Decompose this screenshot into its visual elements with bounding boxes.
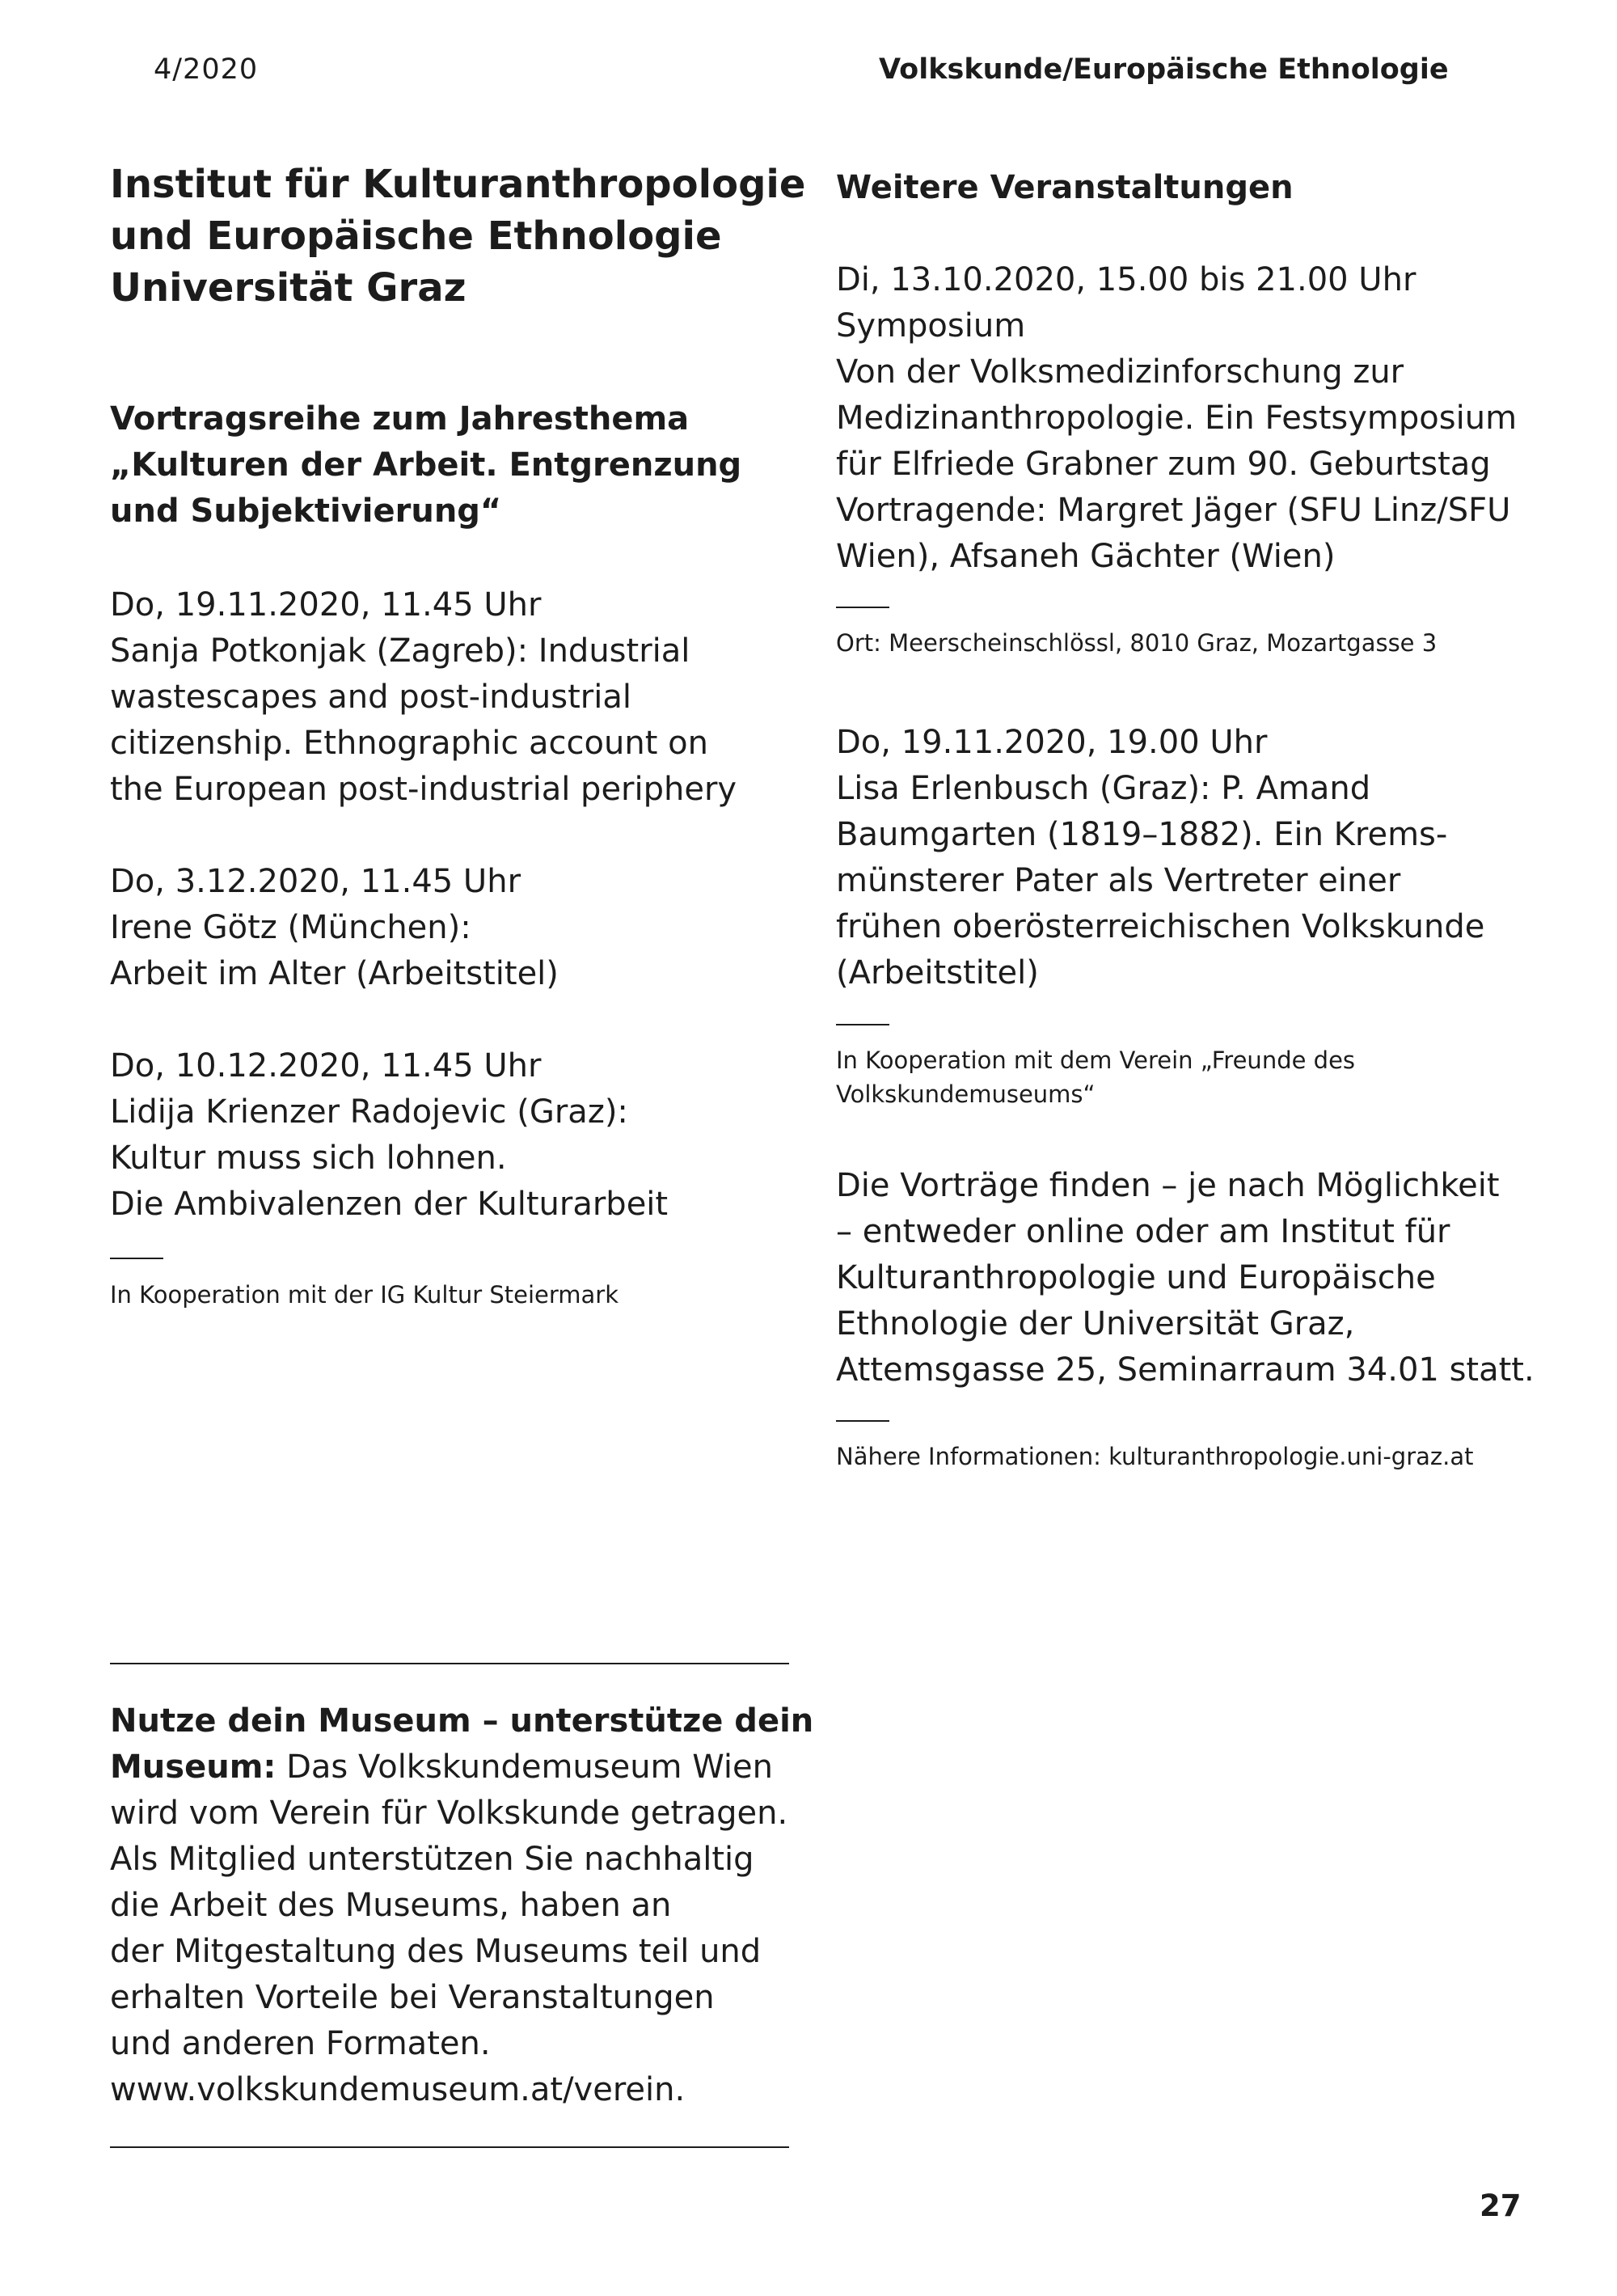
lecture-event [110, 859, 805, 997]
heading-line: „Kulturen der Arbeit. Entgrenzung [110, 446, 742, 484]
institute-title-line: Institut für Kulturanthropologie [110, 162, 806, 207]
info-line: Die Vorträge finden – je nach Möglichkeit [836, 1167, 1500, 1204]
further-events-heading: Weitere Veranstaltungen [836, 169, 1294, 206]
heading-line: Vortragsreihe zum Jahresthema [110, 400, 690, 438]
short-divider [836, 1420, 889, 1422]
lecture-event [110, 1043, 805, 1228]
event-location-note: Ort: Meerscheinschlössl, 8010 Graz, Mozartgasse 3 [836, 629, 1438, 657]
museum-text-line: erhalten Vorteile bei Veranstaltungen [110, 1979, 715, 2016]
event-text: Medizinanthropologie. Ein Festsymposium [836, 400, 1518, 437]
page-number: 27 [1480, 2188, 1522, 2223]
section-title: Volkskunde/Europäische Ethnologie [879, 53, 1449, 86]
event-text: Lidija Krienzer Radojevic (Graz): [110, 1093, 628, 1131]
short-divider [110, 1258, 163, 1259]
event-date: Do, 19.11.2020, 11.45 Uhr [110, 586, 542, 624]
lecture-event [110, 582, 805, 813]
event-text: citizenship. Ethnographic account on [110, 725, 708, 762]
info-line: Attemsgasse 25, Seminarraum 34.01 statt. [836, 1351, 1535, 1389]
event-date: Do, 19.11.2020, 19.00 Uhr [836, 724, 1268, 761]
museum-text-line [110, 1698, 838, 1744]
event-text: Die Ambivalenzen der Kulturarbeit [110, 1186, 669, 1223]
more-info-note: Nähere Informationen: kulturanthropologie.uni-graz.at [836, 1443, 1474, 1470]
venue-info [836, 1163, 1547, 1393]
event-text: frühen oberösterreichischen Volkskunde [836, 908, 1485, 945]
event-text: Kultur muss sich lohnen. [110, 1140, 507, 1177]
issue-number: 4/2020 [154, 53, 259, 86]
event-date: Di, 13.10.2020, 15.00 bis 21.00 Uhr [836, 261, 1416, 298]
further-event [836, 720, 1547, 996]
museum-text-line: der Mitgestaltung des Museums teil und [110, 1933, 762, 1970]
note-line: In Kooperation mit dem Verein „Freunde des [836, 1047, 1356, 1074]
institute-title-line: und Europäische Ethnologie [110, 214, 722, 259]
heading-line: und Subjektivierung“ [110, 493, 502, 530]
lecture-series-heading [110, 396, 805, 535]
cooperation-note [836, 1043, 1547, 1111]
event-text: Arbeit im Alter (Arbeitstitel) [110, 955, 559, 992]
info-line: – entweder online oder am Institut für [836, 1213, 1450, 1250]
institute-title-line: Universität Graz [110, 265, 467, 311]
museum-text-line: Als Mitglied unterstützen Sie nachhaltig [110, 1841, 754, 1878]
event-text: Vortragende: Margret Jäger (SFU Linz/SFU [836, 492, 1511, 529]
lecture-series-note: In Kooperation mit der IG Kultur Steiermark [110, 1281, 619, 1309]
box-top-rule [110, 1663, 789, 1664]
event-text: the European post-industrial periphery [110, 771, 737, 808]
info-line: Ethnologie der Universität Graz, [836, 1305, 1355, 1343]
museum-support-text [110, 1698, 838, 2113]
event-text: für Elfriede Grabner zum 90. Geburtstag [836, 446, 1491, 483]
further-event [836, 257, 1547, 580]
museum-url-link[interactable]: www.volkskundemuseum.at/verein. [110, 2071, 686, 2108]
event-date: Do, 10.12.2020, 11.45 Uhr [110, 1047, 542, 1085]
box-bottom-rule [110, 2146, 789, 2148]
event-text: münsterer Pater als Vertreter einer [836, 862, 1401, 899]
event-text: Wien), Afsaneh Gächter (Wien) [836, 538, 1336, 575]
event-date: Do, 3.12.2020, 11.45 Uhr [110, 863, 521, 900]
event-text: Von der Volksmedizinforschung zur [836, 353, 1404, 391]
institute-title [110, 159, 838, 314]
event-text: Irene Götz (München): [110, 909, 471, 946]
museum-tagline: Nutze dein Museum – unterstütze dein [110, 1702, 814, 1740]
short-divider [836, 607, 889, 608]
event-text: (Arbeitstitel) [836, 954, 1039, 992]
info-line: Kulturanthropologie und Europäische [836, 1259, 1436, 1296]
event-text: Symposium [836, 307, 1026, 345]
museum-text-line [110, 1744, 838, 1791]
event-text: Lisa Erlenbusch (Graz): P. Amand [836, 770, 1371, 807]
museum-text-line: wird vom Verein für Volkskunde getragen. [110, 1795, 788, 1832]
museum-text-line: und anderen Formaten. [110, 2025, 491, 2062]
note-line: Volkskundemuseums“ [836, 1080, 1096, 1108]
event-text: Baumgarten (1819–1882). Ein Krems- [836, 816, 1448, 853]
event-text: wastescapes and post-industrial [110, 679, 631, 716]
event-text: Sanja Potkonjak (Zagreb): Industrial [110, 632, 690, 670]
museum-text-line: die Arbeit des Museums, haben an [110, 1887, 672, 1924]
museum-tagline: Museum: [110, 1748, 277, 1786]
short-divider [836, 1024, 889, 1025]
museum-text: Das Volkskundemuseum Wien [276, 1748, 773, 1786]
